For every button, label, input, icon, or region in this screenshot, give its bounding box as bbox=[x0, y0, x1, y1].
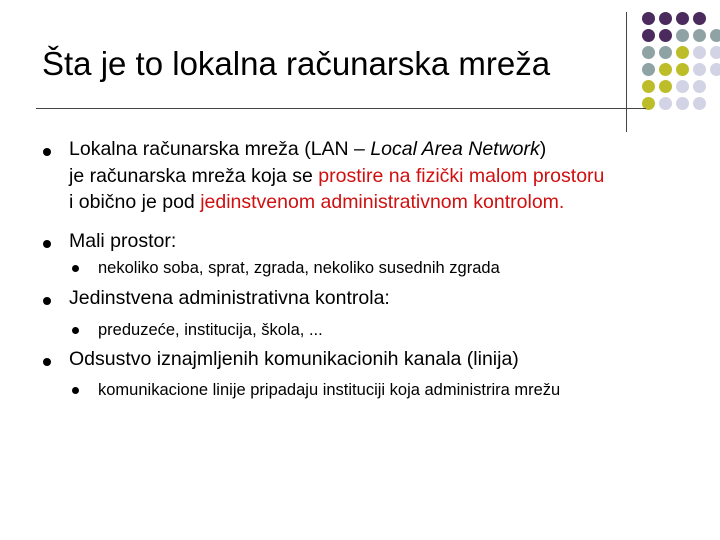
bullet-1-highlight: prostire na fizički malom prostoru bbox=[318, 165, 605, 187]
decorative-dot bbox=[659, 97, 672, 110]
decorative-dot bbox=[710, 63, 720, 76]
decorative-dot bbox=[676, 97, 689, 110]
vertical-divider bbox=[626, 12, 627, 132]
bullet-1-line-2 bbox=[69, 164, 604, 188]
decorative-dot bbox=[659, 46, 672, 59]
decorative-dot bbox=[642, 12, 655, 25]
decorative-dot bbox=[659, 80, 672, 93]
decorative-dot bbox=[693, 80, 706, 93]
bullet-1-paren: ) bbox=[539, 138, 547, 160]
decorative-dot bbox=[693, 46, 706, 59]
bullet-4-subitem: komunikacione linije pripadaju instituciji koja administrira mrežu bbox=[98, 381, 561, 399]
decorative-dot bbox=[659, 29, 672, 42]
bullet-4-text: Odsustvo iznajmljenih komunikacionih kanala (linija) bbox=[69, 348, 519, 370]
slide-title: Šta je to lokalna računarska mreža bbox=[42, 45, 551, 82]
decorative-dot bbox=[676, 12, 689, 25]
bullet-1-text: i obično je pod bbox=[69, 191, 201, 213]
sub-bullet-dot bbox=[72, 387, 79, 394]
decorative-dot bbox=[710, 46, 720, 59]
title-underline bbox=[36, 108, 646, 109]
bullet-1-line-3 bbox=[69, 190, 564, 214]
bullet-dot bbox=[43, 240, 51, 248]
decorative-dot bbox=[693, 12, 706, 25]
bullet-1-line-1 bbox=[69, 137, 546, 161]
decorative-dot bbox=[642, 29, 655, 42]
bullet-1-highlight: jedinstvenom administrativnom kontrolom bbox=[200, 191, 559, 213]
decorative-dot bbox=[676, 63, 689, 76]
decorative-dot bbox=[676, 46, 689, 59]
decorative-dot bbox=[693, 29, 706, 42]
decorative-dot bbox=[659, 12, 672, 25]
bullet-dot bbox=[43, 297, 51, 305]
decorative-dot bbox=[676, 29, 689, 42]
decorative-dot bbox=[676, 80, 689, 93]
bullet-2-text: Mali prostor: bbox=[69, 230, 177, 252]
bullet-1-emphasis: Local Area Network bbox=[370, 138, 540, 160]
decorative-dot bbox=[693, 63, 706, 76]
bullet-1-period: . bbox=[558, 191, 565, 213]
decorative-dot bbox=[642, 63, 655, 76]
decorative-dot bbox=[693, 97, 706, 110]
bullet-1-text: Lokalna računarska mreža (LAN – bbox=[69, 138, 371, 160]
bullet-3-subitem: preduzeće, institucija, škola, ... bbox=[98, 321, 323, 339]
decorative-dot bbox=[642, 80, 655, 93]
decorative-dot bbox=[642, 46, 655, 59]
sub-bullet-dot bbox=[72, 265, 79, 272]
bullet-dot bbox=[43, 148, 51, 156]
bullet-dot bbox=[43, 358, 51, 366]
bullet-3-text: Jedinstvena administrativna kontrola: bbox=[69, 287, 390, 309]
sub-bullet-dot bbox=[72, 327, 79, 334]
bullet-1-text: je računarska mreža koja se bbox=[69, 165, 319, 187]
bullet-2-subitem: nekoliko soba, sprat, zgrada, nekoliko susednih zgrada bbox=[98, 259, 500, 277]
decorative-dot bbox=[710, 29, 720, 42]
decorative-dot bbox=[659, 63, 672, 76]
